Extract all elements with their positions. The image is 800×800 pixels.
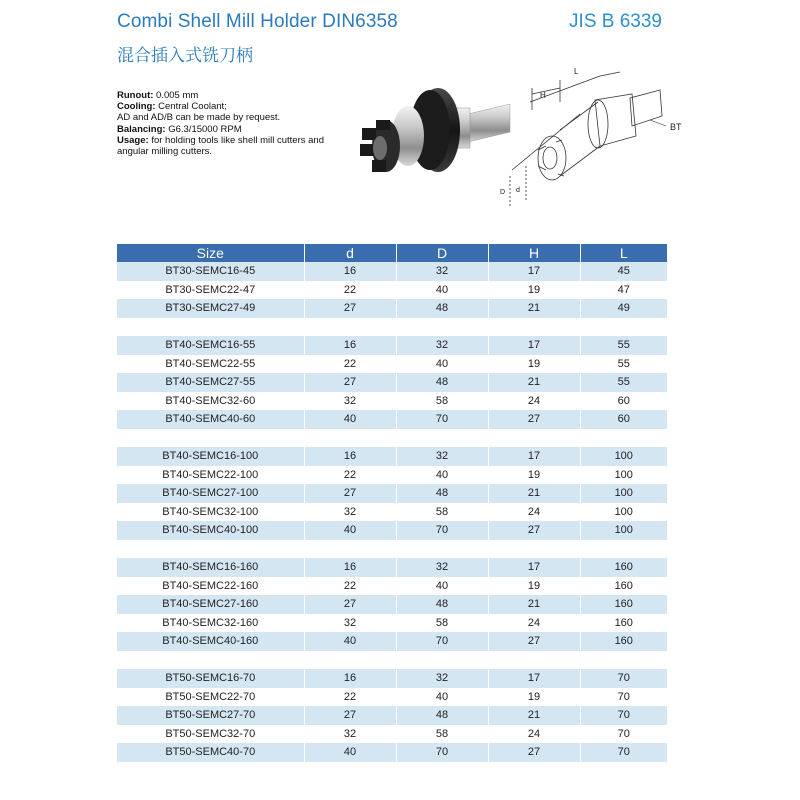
table-row (117, 410, 667, 429)
cell-size: BT40-SEMC40-160 (117, 632, 304, 651)
cell-d-large: 32 (396, 669, 488, 688)
cell-d-large: 40 (396, 466, 488, 485)
cell-h: 27 (488, 743, 580, 762)
cell-d-small: 27 (304, 373, 396, 392)
dimension-label-d-small: d (516, 187, 520, 194)
header-size: Size (117, 244, 304, 262)
cell-size: BT40-SEMC22-160 (117, 577, 304, 596)
group-separator (117, 651, 667, 670)
spec-block (117, 90, 347, 157)
table-row (117, 577, 667, 596)
cell-l: 70 (580, 743, 667, 762)
cell-d-large: 40 (396, 355, 488, 374)
cell-h: 19 (488, 355, 580, 374)
cell-size: BT50-SEMC32-70 (117, 725, 304, 744)
usage-label: Usage: (117, 134, 149, 146)
cell-d-large: 40 (396, 577, 488, 596)
cell-size: BT50-SEMC40-70 (117, 743, 304, 762)
table-header-row (117, 244, 667, 262)
spec-runout (117, 90, 347, 101)
cell-l: 100 (580, 466, 667, 485)
table-row (117, 447, 667, 466)
cell-d-large: 70 (396, 521, 488, 540)
table-row (117, 355, 667, 374)
dimension-label-h: H (540, 91, 546, 100)
table-row (117, 262, 667, 281)
cell-l: 100 (580, 503, 667, 522)
cell-d-small: 40 (304, 632, 396, 651)
cell-l: 100 (580, 447, 667, 466)
cell-d-small: 16 (304, 558, 396, 577)
cell-size: BT30-SEMC22-47 (117, 281, 304, 300)
cell-l: 55 (580, 355, 667, 374)
table-row (117, 614, 667, 633)
page-title: Combi Shell Mill Holder DIN6358 (117, 11, 398, 32)
runout-value: 0.005 mm (156, 90, 199, 101)
cell-h: 19 (488, 281, 580, 300)
table-row (117, 743, 667, 762)
table-row (117, 521, 667, 540)
cell-d-large: 48 (396, 299, 488, 318)
page-subtitle-chinese: 混合插入式铣刀柄 (117, 46, 253, 66)
cell-size: BT30-SEMC16-45 (117, 262, 304, 281)
spec-cooling (117, 101, 347, 112)
cell-d-small: 22 (304, 688, 396, 707)
cell-d-large: 70 (396, 743, 488, 762)
table-row (117, 669, 667, 688)
cell-l: 160 (580, 558, 667, 577)
cell-d-small: 40 (304, 410, 396, 429)
cell-h: 21 (488, 484, 580, 503)
cell-d-small: 16 (304, 262, 396, 281)
balancing-label: Balancing: (117, 123, 166, 135)
cell-size: BT40-SEMC32-100 (117, 503, 304, 522)
table-body (117, 262, 667, 762)
cell-size: BT40-SEMC16-100 (117, 447, 304, 466)
table-row (117, 484, 667, 503)
table-row (117, 706, 667, 725)
cell-d-small: 32 (304, 614, 396, 633)
cell-h: 21 (488, 299, 580, 318)
table-row (117, 688, 667, 707)
table-row (117, 373, 667, 392)
header-h: H (488, 244, 580, 262)
cell-size: BT40-SEMC27-55 (117, 373, 304, 392)
spec-balancing (117, 124, 347, 135)
cell-l: 160 (580, 595, 667, 614)
cell-h: 19 (488, 577, 580, 596)
cell-l: 160 (580, 577, 667, 596)
cell-d-small: 16 (304, 669, 396, 688)
cell-h: 24 (488, 392, 580, 411)
header-d-small: d (304, 244, 396, 262)
table-row (117, 558, 667, 577)
cell-h: 17 (488, 262, 580, 281)
table-row (117, 299, 667, 318)
cell-size: BT50-SEMC16-70 (117, 669, 304, 688)
cell-size: BT40-SEMC16-160 (117, 558, 304, 577)
cell-l: 60 (580, 392, 667, 411)
cell-d-large: 32 (396, 262, 488, 281)
table-row (117, 281, 667, 300)
header-l: L (580, 244, 667, 262)
cell-d-large: 40 (396, 281, 488, 300)
cell-h: 24 (488, 503, 580, 522)
cell-h: 17 (488, 558, 580, 577)
cell-h: 19 (488, 466, 580, 485)
cell-l: 70 (580, 669, 667, 688)
table-row (117, 725, 667, 744)
cell-d-large: 40 (396, 688, 488, 707)
cell-d-large: 48 (396, 706, 488, 725)
cell-size: BT40-SEMC22-55 (117, 355, 304, 374)
group-separator (117, 318, 667, 337)
group-separator (117, 429, 667, 448)
cell-h: 21 (488, 373, 580, 392)
cell-d-small: 22 (304, 281, 396, 300)
runout-label: Runout: (117, 90, 154, 101)
cell-d-small: 27 (304, 595, 396, 614)
cell-d-small: 32 (304, 725, 396, 744)
cell-l: 100 (580, 484, 667, 503)
table-row (117, 336, 667, 355)
balancing-value: G6.3/15000 RPM (168, 123, 242, 135)
cell-l: 45 (580, 262, 667, 281)
cell-h: 27 (488, 521, 580, 540)
cell-size: BT40-SEMC27-100 (117, 484, 304, 503)
dimension-label-bt: BT (670, 122, 682, 132)
cell-h: 17 (488, 447, 580, 466)
cell-l: 70 (580, 706, 667, 725)
cell-d-small: 22 (304, 466, 396, 485)
cell-l: 160 (580, 632, 667, 651)
separator-cell (117, 318, 667, 337)
table-row (117, 503, 667, 522)
cell-size: BT40-SEMC32-160 (117, 614, 304, 633)
cell-size: BT40-SEMC40-60 (117, 410, 304, 429)
table-row (117, 595, 667, 614)
standard-code: JIS B 6339 (569, 11, 662, 32)
cell-d-small: 16 (304, 447, 396, 466)
cell-size: BT50-SEMC27-70 (117, 706, 304, 725)
cell-d-large: 32 (396, 336, 488, 355)
cell-d-large: 48 (396, 484, 488, 503)
cell-h: 27 (488, 632, 580, 651)
cell-d-small: 22 (304, 355, 396, 374)
header-d-large: D (396, 244, 488, 262)
cell-d-large: 58 (396, 503, 488, 522)
cell-d-large: 32 (396, 558, 488, 577)
cell-size: BT50-SEMC22-70 (117, 688, 304, 707)
cell-h: 17 (488, 336, 580, 355)
cell-d-large: 58 (396, 725, 488, 744)
cell-l: 60 (580, 410, 667, 429)
cell-d-small: 22 (304, 577, 396, 596)
cell-h: 24 (488, 614, 580, 633)
size-table (117, 244, 667, 762)
cell-d-large: 32 (396, 447, 488, 466)
table-row (117, 632, 667, 651)
cell-l: 55 (580, 336, 667, 355)
separator-cell (117, 540, 667, 559)
cell-l: 160 (580, 614, 667, 633)
cell-l: 55 (580, 373, 667, 392)
cell-d-small: 40 (304, 743, 396, 762)
cell-d-large: 48 (396, 373, 488, 392)
cell-d-small: 27 (304, 484, 396, 503)
cell-d-large: 58 (396, 392, 488, 411)
cooling-note: AD and AD/B can be made by request. (117, 112, 281, 124)
cell-d-large: 70 (396, 632, 488, 651)
cell-size: BT30-SEMC27-49 (117, 299, 304, 318)
table-row (117, 466, 667, 485)
cell-d-large: 70 (396, 410, 488, 429)
cell-h: 19 (488, 688, 580, 707)
cell-size: BT40-SEMC40-100 (117, 521, 304, 540)
cell-d-small: 27 (304, 706, 396, 725)
cell-d-small: 32 (304, 392, 396, 411)
cell-d-small: 40 (304, 521, 396, 540)
cell-l: 70 (580, 725, 667, 744)
cell-d-large: 48 (396, 595, 488, 614)
cell-h: 17 (488, 669, 580, 688)
cell-l: 70 (580, 688, 667, 707)
cell-size: BT40-SEMC16-55 (117, 336, 304, 355)
cell-l: 100 (580, 521, 667, 540)
dimension-drawing (490, 58, 700, 218)
spec-usage (117, 135, 347, 157)
cell-d-large: 58 (396, 614, 488, 633)
cell-h: 21 (488, 595, 580, 614)
separator-cell (117, 651, 667, 670)
cooling-label: Cooling: (117, 101, 156, 113)
dimension-label-d-large: D (500, 189, 506, 196)
cell-h: 21 (488, 706, 580, 725)
cooling-value: Central Coolant; (158, 101, 227, 113)
cell-d-small: 16 (304, 336, 396, 355)
cell-d-small: 27 (304, 299, 396, 318)
cell-h: 24 (488, 725, 580, 744)
separator-cell (117, 429, 667, 448)
group-separator (117, 540, 667, 559)
cell-size: BT40-SEMC27-160 (117, 595, 304, 614)
cell-h: 27 (488, 410, 580, 429)
table-row (117, 392, 667, 411)
cell-size: BT40-SEMC22-100 (117, 466, 304, 485)
dimension-label-l: L (574, 67, 579, 76)
cell-size: BT40-SEMC32-60 (117, 392, 304, 411)
cell-l: 47 (580, 281, 667, 300)
usage-value: for holding tools like shell mill cutters and angular milling cutters. (117, 134, 324, 158)
cell-d-small: 32 (304, 503, 396, 522)
cell-l: 49 (580, 299, 667, 318)
